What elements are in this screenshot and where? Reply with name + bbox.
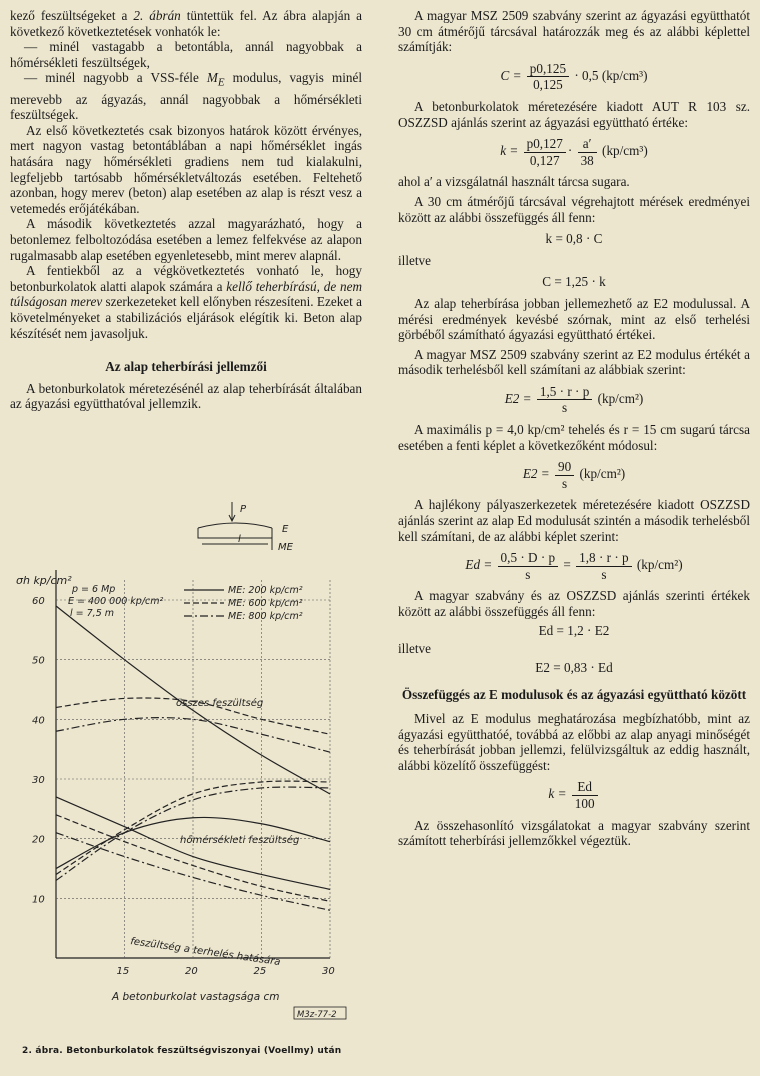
paragraph-r2: A betonburkolatok méretezésére kiadott AUT R 103 sz. OSZZSD ajánlás szerint az ágyazási együttható értéke:: [398, 98, 750, 130]
x-tick-label: 15: [116, 966, 130, 977]
slab-sketch: [198, 502, 272, 550]
paragraph-r4: A 30 cm átmérőjű tárcsával végrehajtott mérések eredményei között az alábbi összefüggés áll fenn:: [398, 193, 750, 225]
equation-4: C = 1,25 · k: [542, 274, 606, 290]
illetve-1: illetve: [398, 252, 431, 268]
equation-7: Ed = $\frac{0,5 \cdot D \cdot p}{s}$ = $\frac{1,8 \cdot r \cdot p}{s}$ (kp/cm²): [465, 550, 683, 582]
paragraph-r3: ahol a′ a vizsgálatnál használt tárcsa sugara.: [398, 174, 630, 190]
paragraph-1: kező feszültségeket a 2. ábrán tüntettük fel. Az ábra alapján a következő következtetések vonhatók le:: [10, 8, 363, 39]
stamp-text: M3z-77-2: [297, 1010, 337, 1020]
equation-6: E2 = $\frac{90}{s}$ (kp/cm²): [522, 459, 626, 491]
y-axis-label: σh kp/cm²: [16, 574, 72, 587]
paragraph-5: A betonburkolatok méretezésénél az alap teherbírását általában az ágyazási együtthatóval jellemzik.: [10, 380, 362, 412]
x-axis-label: A betonburkolat vastagsága cm: [112, 991, 280, 1003]
x-tick-label: 20: [185, 966, 198, 977]
section-heading-osszefugges: Összefüggés az E modulusok és az ágyazási együttható között: [401, 687, 747, 703]
paragraph-3: A második következtetés azzal magyarázható, hogy a betonlemez felboltozódása esetében a lemez felfekvése az alapon rugalmasabb alap esetében egyenletesebb, mint merev alapnál.: [10, 216, 362, 263]
paragraph-2: Az első következtetés csak bizonyos határok között érvényes, mert nagyon vastag betontáblában a napi hőmérséklet ingás hatására nagy hőmérsékleti gradiens nem tud kialakulni, legfeljebb tartósabb hőmérsékletváltozás esetében. Feltehető azonban, hogy merev (beton) alap esetében az alap is részt vesz a vetemedés erőjátékában.: [10, 122, 362, 216]
paragraph-r1: A magyar MSZ 2509 szabvány szerint az ágyazási együtthatót 30 cm átmérőjű tárcsával határozzák meg és az alábbi képlettel számítják:: [398, 8, 750, 55]
equation-9: E2 = 0,83 · Ed: [535, 659, 613, 675]
y-tick-label: 50: [32, 655, 45, 667]
paragraph-r9: A magyar szabvány és az OSZZSD ajánlás szerinti értékek között az alábbi összefüggés áll fenn:: [398, 588, 750, 619]
param-l: l = 7,5 m: [70, 608, 115, 619]
annotation-terheles-text: feszültség a terhelés hatására: [129, 936, 282, 969]
y-tick-label: 30: [32, 775, 45, 786]
equation-10: k = $\frac{Ed}{100}$: [398, 779, 750, 811]
sketch-label-p: P: [240, 504, 247, 515]
paragraph-r7: A maximális p = 4,0 kp/cm² tehelés és r = 15 cm sugarú tárcsa esetében a fenti képlet a következőként módosul:: [398, 422, 750, 453]
series-line-összes-dashdot: [56, 718, 330, 752]
slab-top-edge: [198, 523, 272, 528]
slab-body: [198, 528, 272, 538]
paragraph-r10: Mivel az E modulus meghatározása megbízhatóbb, mint az ágyazási együtthatóé, továbbá az előbbi az alap anyagi minőségét és teherbírását jobban jellemzi, felülvizsgáltuk az eddig használt, alábbi közelítő összefüggést:: [398, 710, 750, 773]
equation-1: C = $\frac{p0,125}{0,125}$ · 0,5 (kp/cm³): [500, 60, 648, 93]
legend-label-800: ME: 800 kp/cm²: [228, 611, 303, 622]
legend: [184, 585, 303, 622]
annotation-terheles: [130, 935, 282, 968]
x-tick-label: 30: [322, 966, 335, 977]
sketch-label-e: E: [282, 524, 289, 535]
y-tick-labels: [32, 596, 45, 905]
paragraph-4: A fentiekből az a végkövetkeztetés vonható le, hogy betonburkolatok alatti alapok számára a kellő teherbírású, de nem túlságosan merev szerkezeteket kell előnyben részesíteni. Ezeket a követelményeket a stabilizációs eljárások elégítik ki. Beton alap készítését nem javasoljuk.: [10, 263, 362, 341]
paragraph-r8: A hajlékony pályaszerkezetek méretezésére kiadott OSZZSD ajánlás szerint az alap Ed modulusát szintén a második terhelésből kell számítani, de az alábbi képlet szerint:: [398, 497, 750, 544]
equation-3: k = 0,8 · C: [545, 231, 603, 247]
illetve-2: illetve: [398, 641, 431, 657]
annotation-homersekleti: hőmérsékleti feszültség: [180, 835, 300, 846]
y-tick-label: 20: [32, 834, 45, 846]
paragraph-r5: Az alap teherbírása jobban jellemezhető az E2 modulussal. A mérési eredmények kevésbé szórnak, mint az első terhelési görbéből számítható ágyazási együttható értékei.: [398, 295, 750, 343]
equation-8: Ed = 1,2 · E2: [538, 622, 610, 638]
right-column: [398, 8, 750, 849]
y-tick-label: 60: [32, 596, 45, 607]
left-column: [10, 8, 363, 1020]
section-heading-teherbiras: Az alap teherbírási jellemzői: [105, 359, 267, 375]
sketch-label-me: ME: [278, 542, 293, 553]
legend-label-600: ME: 600 kp/cm²: [228, 598, 303, 609]
x-tick-label: 25: [253, 966, 267, 977]
param-e: E = 400 000 kp/cm²: [68, 596, 164, 607]
paragraph-r11: Az összehasonlító vizsgálatokat a magyar szabvány szerint számított teherbírási jellemzőkkel végeztük.: [398, 817, 750, 849]
legend-label-200: ME: 200 kp/cm²: [228, 585, 303, 596]
param-p: p = 6 Mp: [72, 584, 116, 595]
y-tick-label: 40: [32, 715, 45, 727]
stress-chart: [10, 500, 362, 1040]
conclusion-2: — minél nagyobb a VSS-féle $M_E$ modulus, vagyis minél merevebb az ágyazás, annál nagyobbak a hőmérsékleti feszültségek.: [10, 70, 362, 123]
sketch-label-l: l: [238, 534, 241, 545]
conclusion-1: — minél vastagabb a betontábla, annál nagyobbak a hőmérsékleti feszültségek,: [10, 39, 362, 70]
y-tick-label: 10: [32, 894, 45, 906]
x-tick-labels: [117, 966, 335, 977]
annotation-osszes: összes feszültség: [176, 698, 264, 709]
paragraph-r6: A magyar MSZ 2509 szabvány szerint az E2 modulus értékét a második terhelésből kell számítani az alábbiak szerint:: [398, 346, 750, 378]
equation-5: E2 = $\frac{1,5 \cdot r \cdot p}{s}$ (kp/cm²): [504, 383, 644, 416]
equation-2: k = $\frac{p0,127}{0,127}$ · $\frac{a'}{38}$ (kp/cm³): [500, 136, 648, 168]
figure-caption: 2. ábra. Betonburkolatok feszültségviszonyai (Voellmy) után: [22, 1046, 342, 1056]
